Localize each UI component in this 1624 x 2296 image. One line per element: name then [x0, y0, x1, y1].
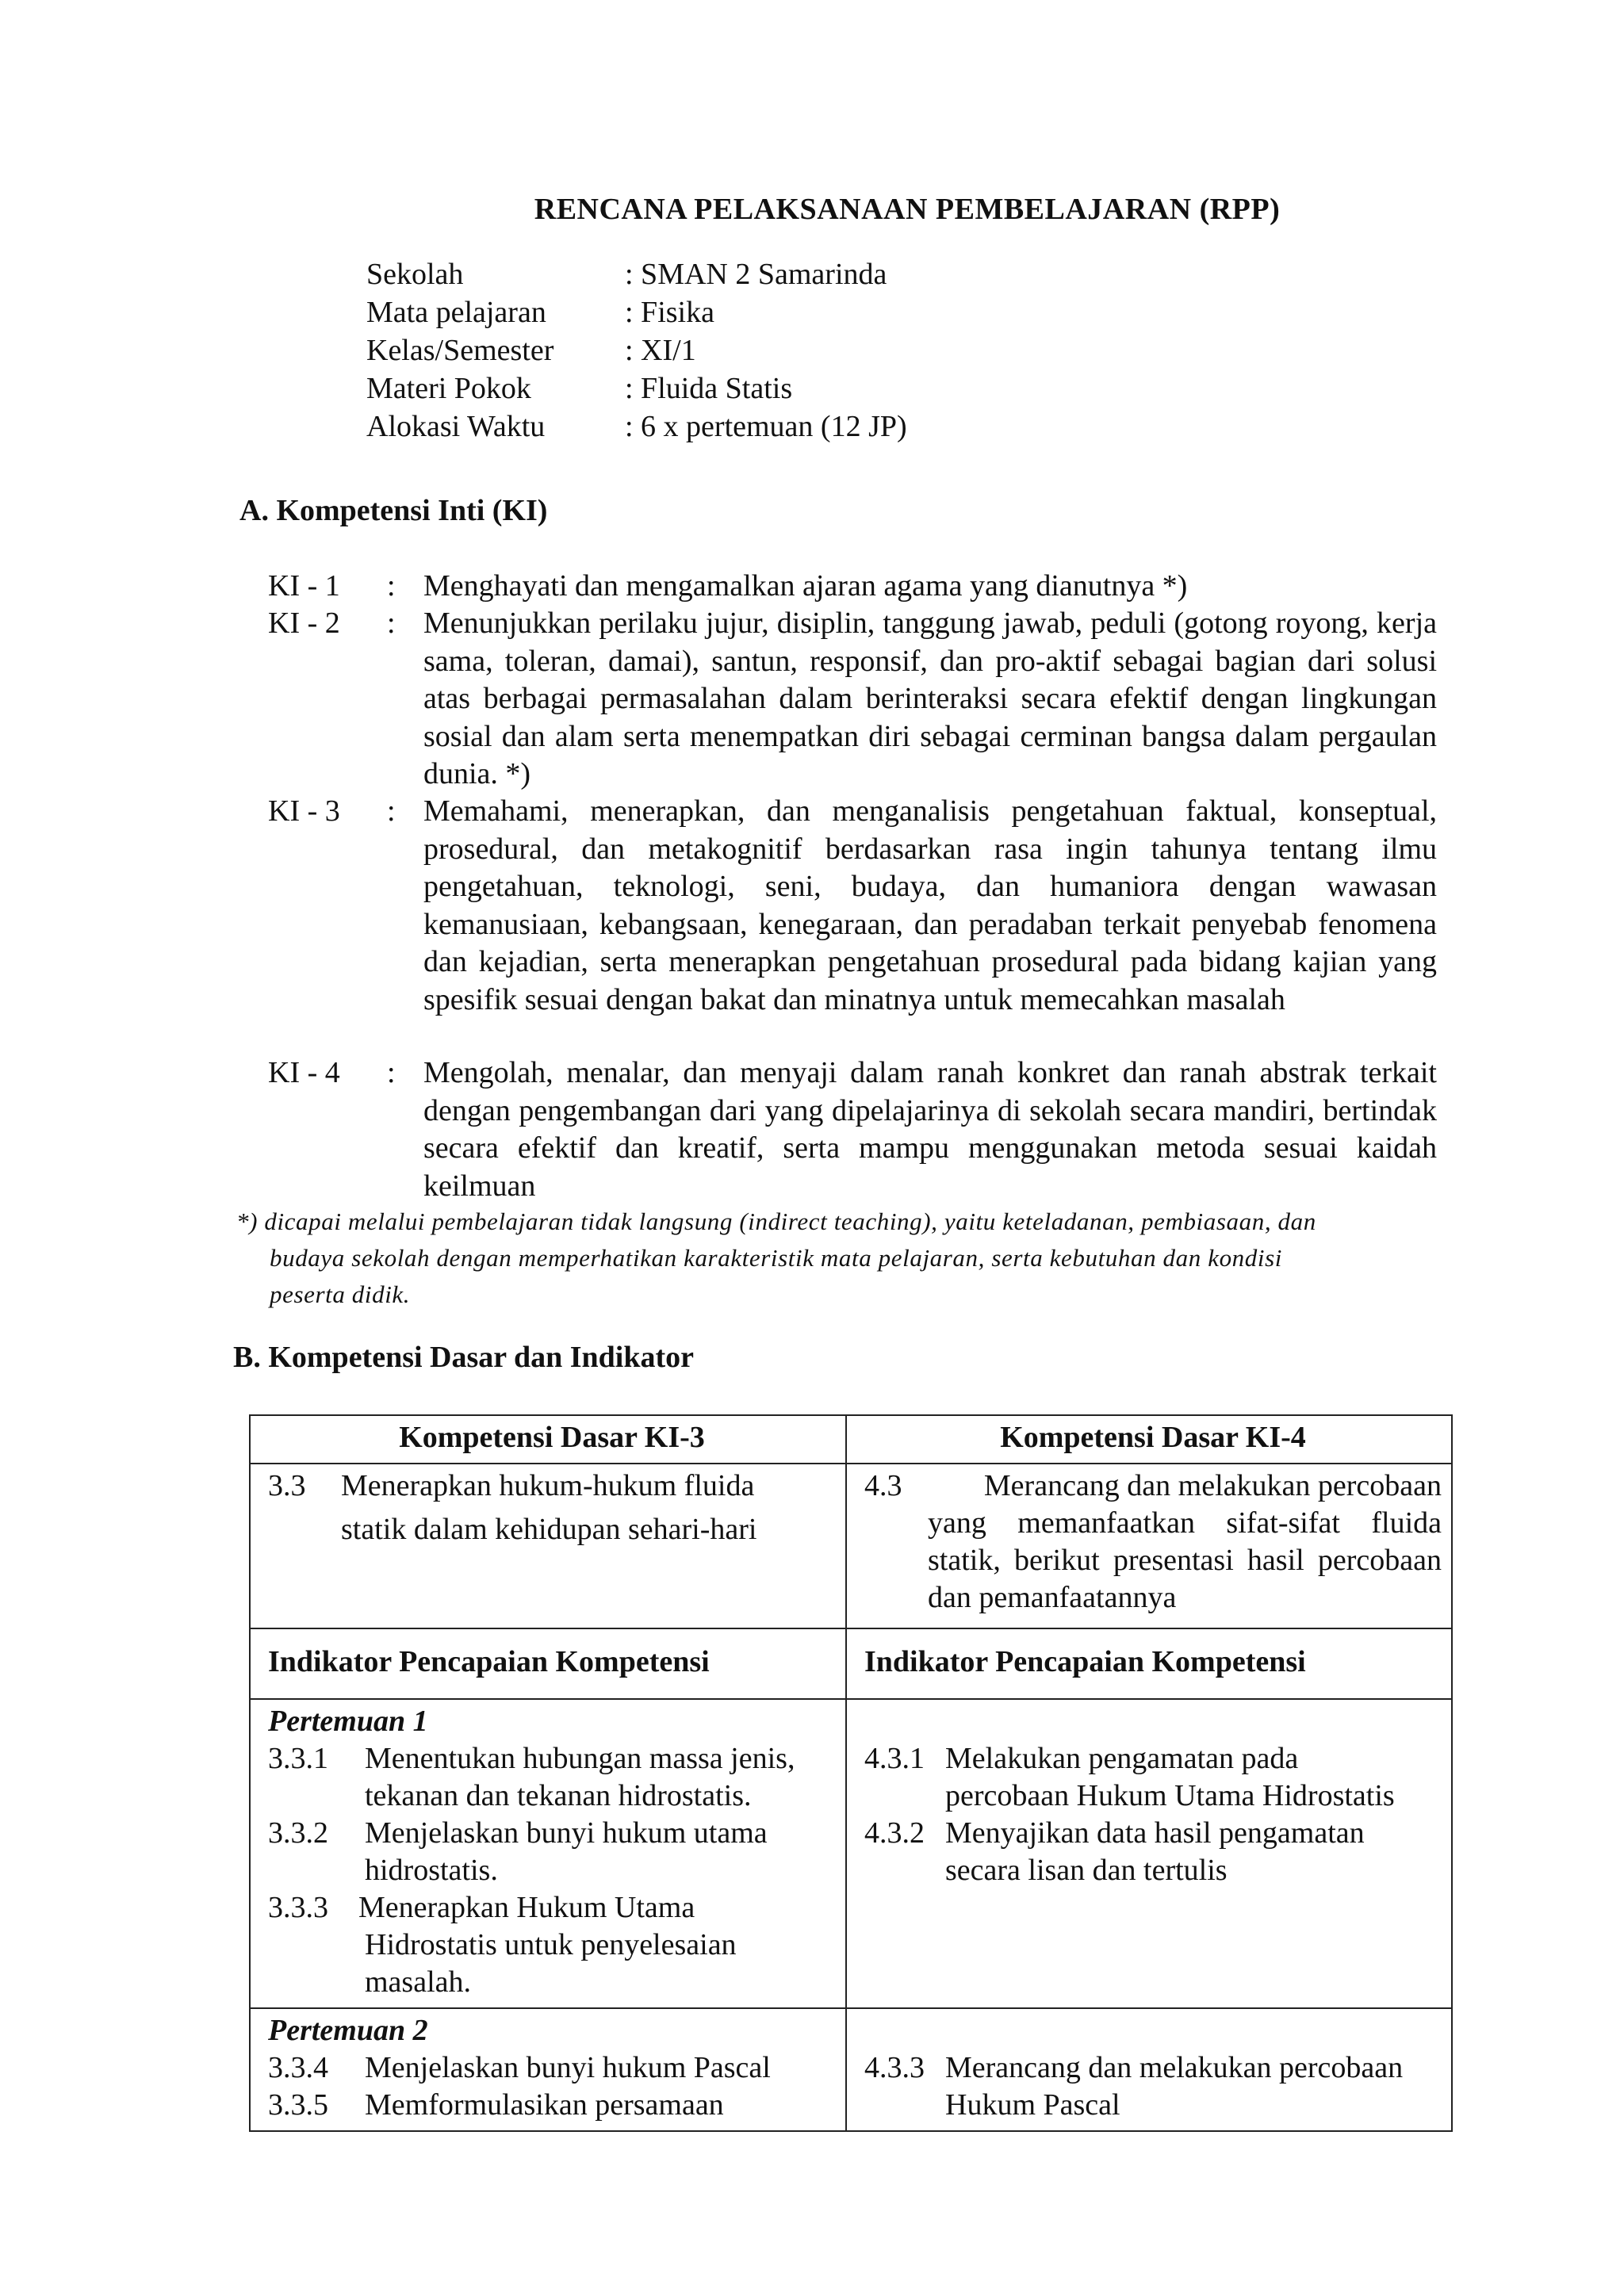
- info-value: : 6 x pertemuan (12 JP): [625, 410, 907, 443]
- pertemuan-label: Pertemuan 2: [268, 2014, 428, 2047]
- footnote: [236, 1203, 1442, 1313]
- pertemuan-label: Pertemuan 1: [268, 1705, 428, 1738]
- table-header-row: [250, 1415, 1452, 1464]
- ki-item-2: [268, 605, 1442, 794]
- info-row: [366, 255, 907, 293]
- ki-code: KI - 2: [268, 607, 340, 640]
- footnote-line: *) dicapai melalui pembelajaran tidak langsung (indirect teaching), yaitu keteladanan, pembiasaan, dan: [236, 1207, 1316, 1235]
- indicator-number: 3.3.4: [268, 2051, 328, 2084]
- ipk-heading-left: Indikator Pencapaian Kompetensi: [250, 1628, 846, 1699]
- identity-block: [366, 255, 907, 446]
- info-value: : XI/1: [625, 334, 696, 367]
- indicator-text-cont: tekanan dan tekanan hidrostatis.: [365, 1779, 752, 1812]
- ki-item-1: [268, 568, 1442, 606]
- info-row: [366, 408, 907, 446]
- section-a-heading: A. Kompetensi Inti (KI): [239, 494, 548, 527]
- footnote-line: peserta didik.: [270, 1280, 411, 1308]
- pertemuan-1-right: [846, 1699, 1452, 2008]
- indicator-text-cont: masalah.: [365, 1965, 472, 1999]
- table-row-pertemuan-1: [250, 1699, 1452, 2008]
- indicator-text-cont: secara lisan dan tertulis: [945, 1854, 1228, 1887]
- pertemuan-1-left: [250, 1699, 846, 2008]
- kd-number: 3.3: [268, 1469, 306, 1502]
- indicator-text: Menerapkan Hukum Utama: [358, 1891, 695, 1924]
- header-kd3: Kompetensi Dasar KI-3: [250, 1415, 846, 1464]
- table-row-kd: [250, 1464, 1452, 1628]
- info-value: : Fisika: [625, 296, 714, 329]
- indicator-text-cont: percobaan Hukum Utama Hidrostatis: [945, 1779, 1395, 1812]
- ki-item-4: [268, 1054, 1442, 1205]
- info-label: Alokasi Waktu: [366, 410, 546, 443]
- indicator-number: 4.3.3: [864, 2051, 925, 2084]
- indicator-number: 3.3.1: [268, 1742, 328, 1775]
- footnote-line: budaya sekolah dengan memperhatikan karakteristik mata pelajaran, serta kebutuhan dan kondisi: [270, 1244, 1282, 1272]
- section-b-heading: B. Kompetensi Dasar dan Indikator: [233, 1341, 695, 1374]
- indicator-text: Menyajikan data hasil pengamatan: [945, 1816, 1365, 1850]
- document-title: RENCANA PELAKSANAAN PEMBELAJARAN (RPP): [534, 193, 1281, 226]
- info-value: : SMAN 2 Samarinda: [625, 258, 887, 291]
- indicator-text: Menjelaskan bunyi hukum utama: [365, 1816, 768, 1850]
- pertemuan-2-right: [846, 2008, 1452, 2131]
- info-row: [366, 293, 907, 331]
- indicator-text-cont: hidrostatis.: [365, 1854, 498, 1887]
- kd-number: 4.3: [864, 1469, 902, 1502]
- kd-text-cont: statik dalam kehidupan sehari-hari: [341, 1513, 757, 1546]
- ki-colon: :: [387, 607, 396, 640]
- info-value: : Fluida Statis: [625, 372, 793, 405]
- ki-colon: :: [387, 794, 396, 828]
- table-row-ipk: [250, 1628, 1452, 1699]
- indicator-number: 4.3.2: [864, 1816, 925, 1850]
- indicator-text: Menentukan hubungan massa jenis,: [365, 1742, 795, 1775]
- ki-colon: :: [387, 1056, 396, 1089]
- kd-text: Merancang dan melakukan percobaan: [983, 1469, 1442, 1502]
- ki-text: Menunjukkan perilaku jujur, disiplin, tanggung jawab, peduli (gotong royong, kerja sama, toleran, damai), santun, responsif, dan pro-aktif sebagai bagian dari solusi atas berbagai permasalahan dalam berinteraksi secara efektif dengan lingkungan sosial dan alam serta menempatkan diri sebagai cerminan bangsa dalam pergaulan dunia. *): [423, 607, 1437, 790]
- indicator-text: Menjelaskan bunyi hukum Pascal: [365, 2051, 771, 2084]
- indicator-text-cont: Hidrostatis untuk penyelesaian: [365, 1928, 737, 1961]
- kd-text: Menerapkan hukum-hukum fluida: [341, 1469, 755, 1502]
- kd-text-cont: yang memanfaatkan sifat-sifat fluida statik, berikut presentasi hasil percobaan dan pemanfaatannya: [928, 1506, 1442, 1614]
- info-label: Kelas/Semester: [366, 334, 554, 367]
- header-kd4: Kompetensi Dasar KI-4: [846, 1415, 1452, 1464]
- ki-item-3: [268, 793, 1442, 1019]
- indicator-text: Melakukan pengamatan pada: [945, 1742, 1299, 1775]
- ki-code: KI - 1: [268, 569, 340, 603]
- indicator-number: 4.3.1: [864, 1742, 925, 1775]
- info-label: Mata pelajaran: [366, 296, 546, 329]
- info-label: Materi Pokok: [366, 372, 531, 405]
- ki-text: Menghayati dan mengamalkan ajaran agama yang dianutnya *): [423, 569, 1188, 603]
- info-row: [366, 369, 907, 408]
- info-label: Sekolah: [366, 258, 464, 291]
- info-row: [366, 331, 907, 369]
- competency-table: [249, 1414, 1453, 2132]
- kd4-cell: [846, 1464, 1452, 1628]
- indicator-text-cont: Hukum Pascal: [945, 2088, 1120, 2122]
- kd3-cell: [250, 1464, 846, 1628]
- indicator-text: Memformulasikan persamaan: [365, 2088, 724, 2122]
- ki-colon: :: [387, 569, 396, 603]
- ki-code: KI - 4: [268, 1056, 340, 1089]
- ki-text: Memahami, menerapkan, dan menganalisis pengetahuan faktual, konseptual, prosedural, dan metakognitif berdasarkan rasa ingin tahunya tentang ilmu pengetahuan, teknologi, seni, budaya, dan humaniora dengan wawasan kemanusiaan, kebangsaan, kenegaraan, dan peradaban terkait penyebab fenomena dan kejadian, serta menerapkan pengetahuan prosedural pada bidang kajian yang spesifik sesuai dengan bakat dan minatnya untuk memecahkan masalah: [423, 794, 1437, 1016]
- ki-text: Mengolah, menalar, dan menyaji dalam ranah konkret dan ranah abstrak terkait dengan pengembangan dari yang dipelajarinya di sekolah secara mandiri, bertindak secara efektif dan kreatif, serta mampu menggunakan metoda sesuai kaidah keilmuan: [423, 1056, 1437, 1203]
- table-row-pertemuan-2: [250, 2008, 1452, 2131]
- ipk-heading-right: Indikator Pencapaian Kompetensi: [846, 1628, 1452, 1699]
- indicator-number: 3.3.2: [268, 1816, 328, 1850]
- indicator-text: Merancang dan melakukan percobaan: [945, 2051, 1404, 2084]
- indicator-number: 3.3.3: [268, 1891, 328, 1924]
- pertemuan-2-left: [250, 2008, 846, 2131]
- indicator-number: 3.3.5: [268, 2088, 328, 2122]
- ki-code: KI - 3: [268, 794, 340, 828]
